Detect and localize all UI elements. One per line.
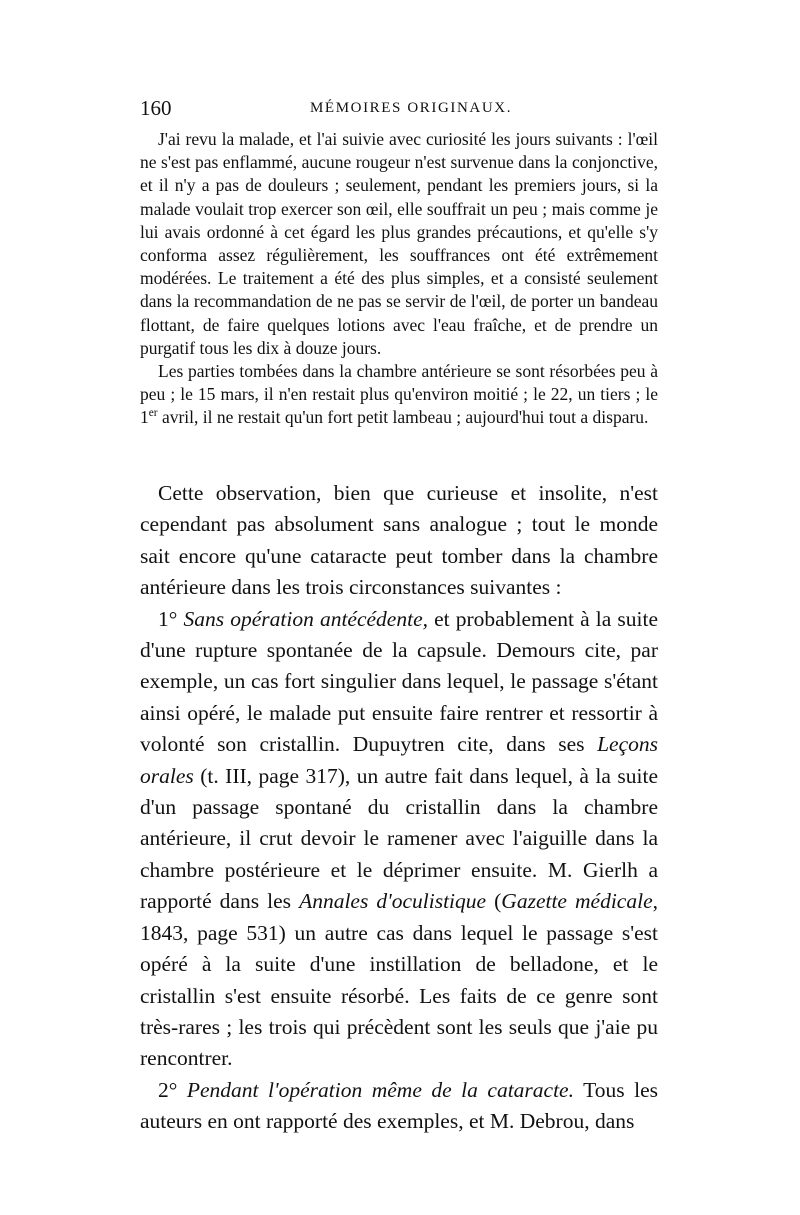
page-number: 160 (140, 96, 172, 120)
list-number-1: 1° (158, 606, 178, 631)
italic-heading-1: Sans opération antécédente, (183, 606, 428, 631)
paragraph-5 (140, 1075, 658, 1138)
page-header (140, 96, 658, 124)
small-text-block (140, 128, 658, 430)
p5-text-1: Tous les auteurs en ont rapporté des exemples, et M. Debrou, dans (140, 1077, 658, 1134)
list-number-2: 2° (158, 1077, 178, 1102)
p4-text-3: ( (486, 889, 502, 914)
paragraph-3: Cette observation, bien que curieuse et insolite, n'est cependant pas absolument sans analogue ; tout le monde sait encore qu'une cataracte peut tomber dans la chambre antérieure dans les trois circonstances suivantes : (140, 481, 658, 600)
p4-text-4: , 1843, page 531) un autre cas dans lequel le passage s'est opéré à la suite d'une instillation de belladone, et le cristallin s'est ensuite résorbé. Les faits de ce genre sont très-rares ; les trois qui précèdent sont les seuls que j'aie pu rencontrer. (140, 889, 658, 1071)
paragraph-2-part-2: avril, il ne restait qu'un fort petit lambeau ; aujourd'hui tout a disparu. (157, 407, 649, 428)
book-title-lecons: Leçons orales (140, 732, 658, 788)
running-title: MÉMOIRES ORIGINAUX. (310, 100, 513, 116)
p4-text-2: (t. III, page 317), un autre fait dans lequel, à la suite d'un passage spontané du cristallin dans la chambre antérieure, il crut devoir le ramener avec l'aiguille dans la chambre postérieure et le déprimer ensuite. M. Gierlh a rapporté dans les (140, 763, 658, 914)
paragraph-2-part-1: Les parties tombées dans la chambre antérieure se sont résorbées peu à peu ; le 15 mars, il n'en restait plus qu'environ moitié ; le 22, un tiers ; le 1 (140, 361, 658, 428)
journal-title-annales: Annales d'oculistique (299, 889, 487, 914)
paragraph-2 (140, 360, 658, 430)
ordinal-superscript: er (148, 407, 158, 420)
p4-text-1: et probablement à la suite d'une rupture spontanée de la capsule. Demours cite, par exemple, un cas fort singulier dans lequel, le passage s'étant ainsi opéré, le malade put ensuite faire rentrer et ressortir à volonté son cristallin. Dupuytren cite, dans ses (140, 606, 659, 757)
paragraph-1: J'ai revu la malade, et l'ai suivie avec curiosité les jours suivants : l'œil ne s'est pas enflammé, aucune rougeur n'est survenue dans la conjonctive, et il n'y a pas de douleurs ; seulement, pendant les premiers jours, si la malade voulait trop exercer son œil, elle souffrait un peu ; mais comme je lui avais ordonné à cet égard les plus grandes précautions, et qu'elle s'y conforma assez régulièrement, les souffrances ont été extrêmement modérées. Le traitement a été des plus simples, et a consisté seulement dans la recommandation de ne pas se servir de l'œil, de porter un bandeau flottant, de faire quelques lotions avec l'eau fraîche, et de prendre un purgatif tous les dix à douze jours. (140, 129, 658, 358)
main-text-block (140, 478, 658, 1138)
italic-heading-2: Pendant l'opération même de la cataracte. (186, 1077, 574, 1102)
journal-title-gazette: Gazette médicale (501, 889, 653, 914)
paragraph-4 (140, 604, 658, 1075)
